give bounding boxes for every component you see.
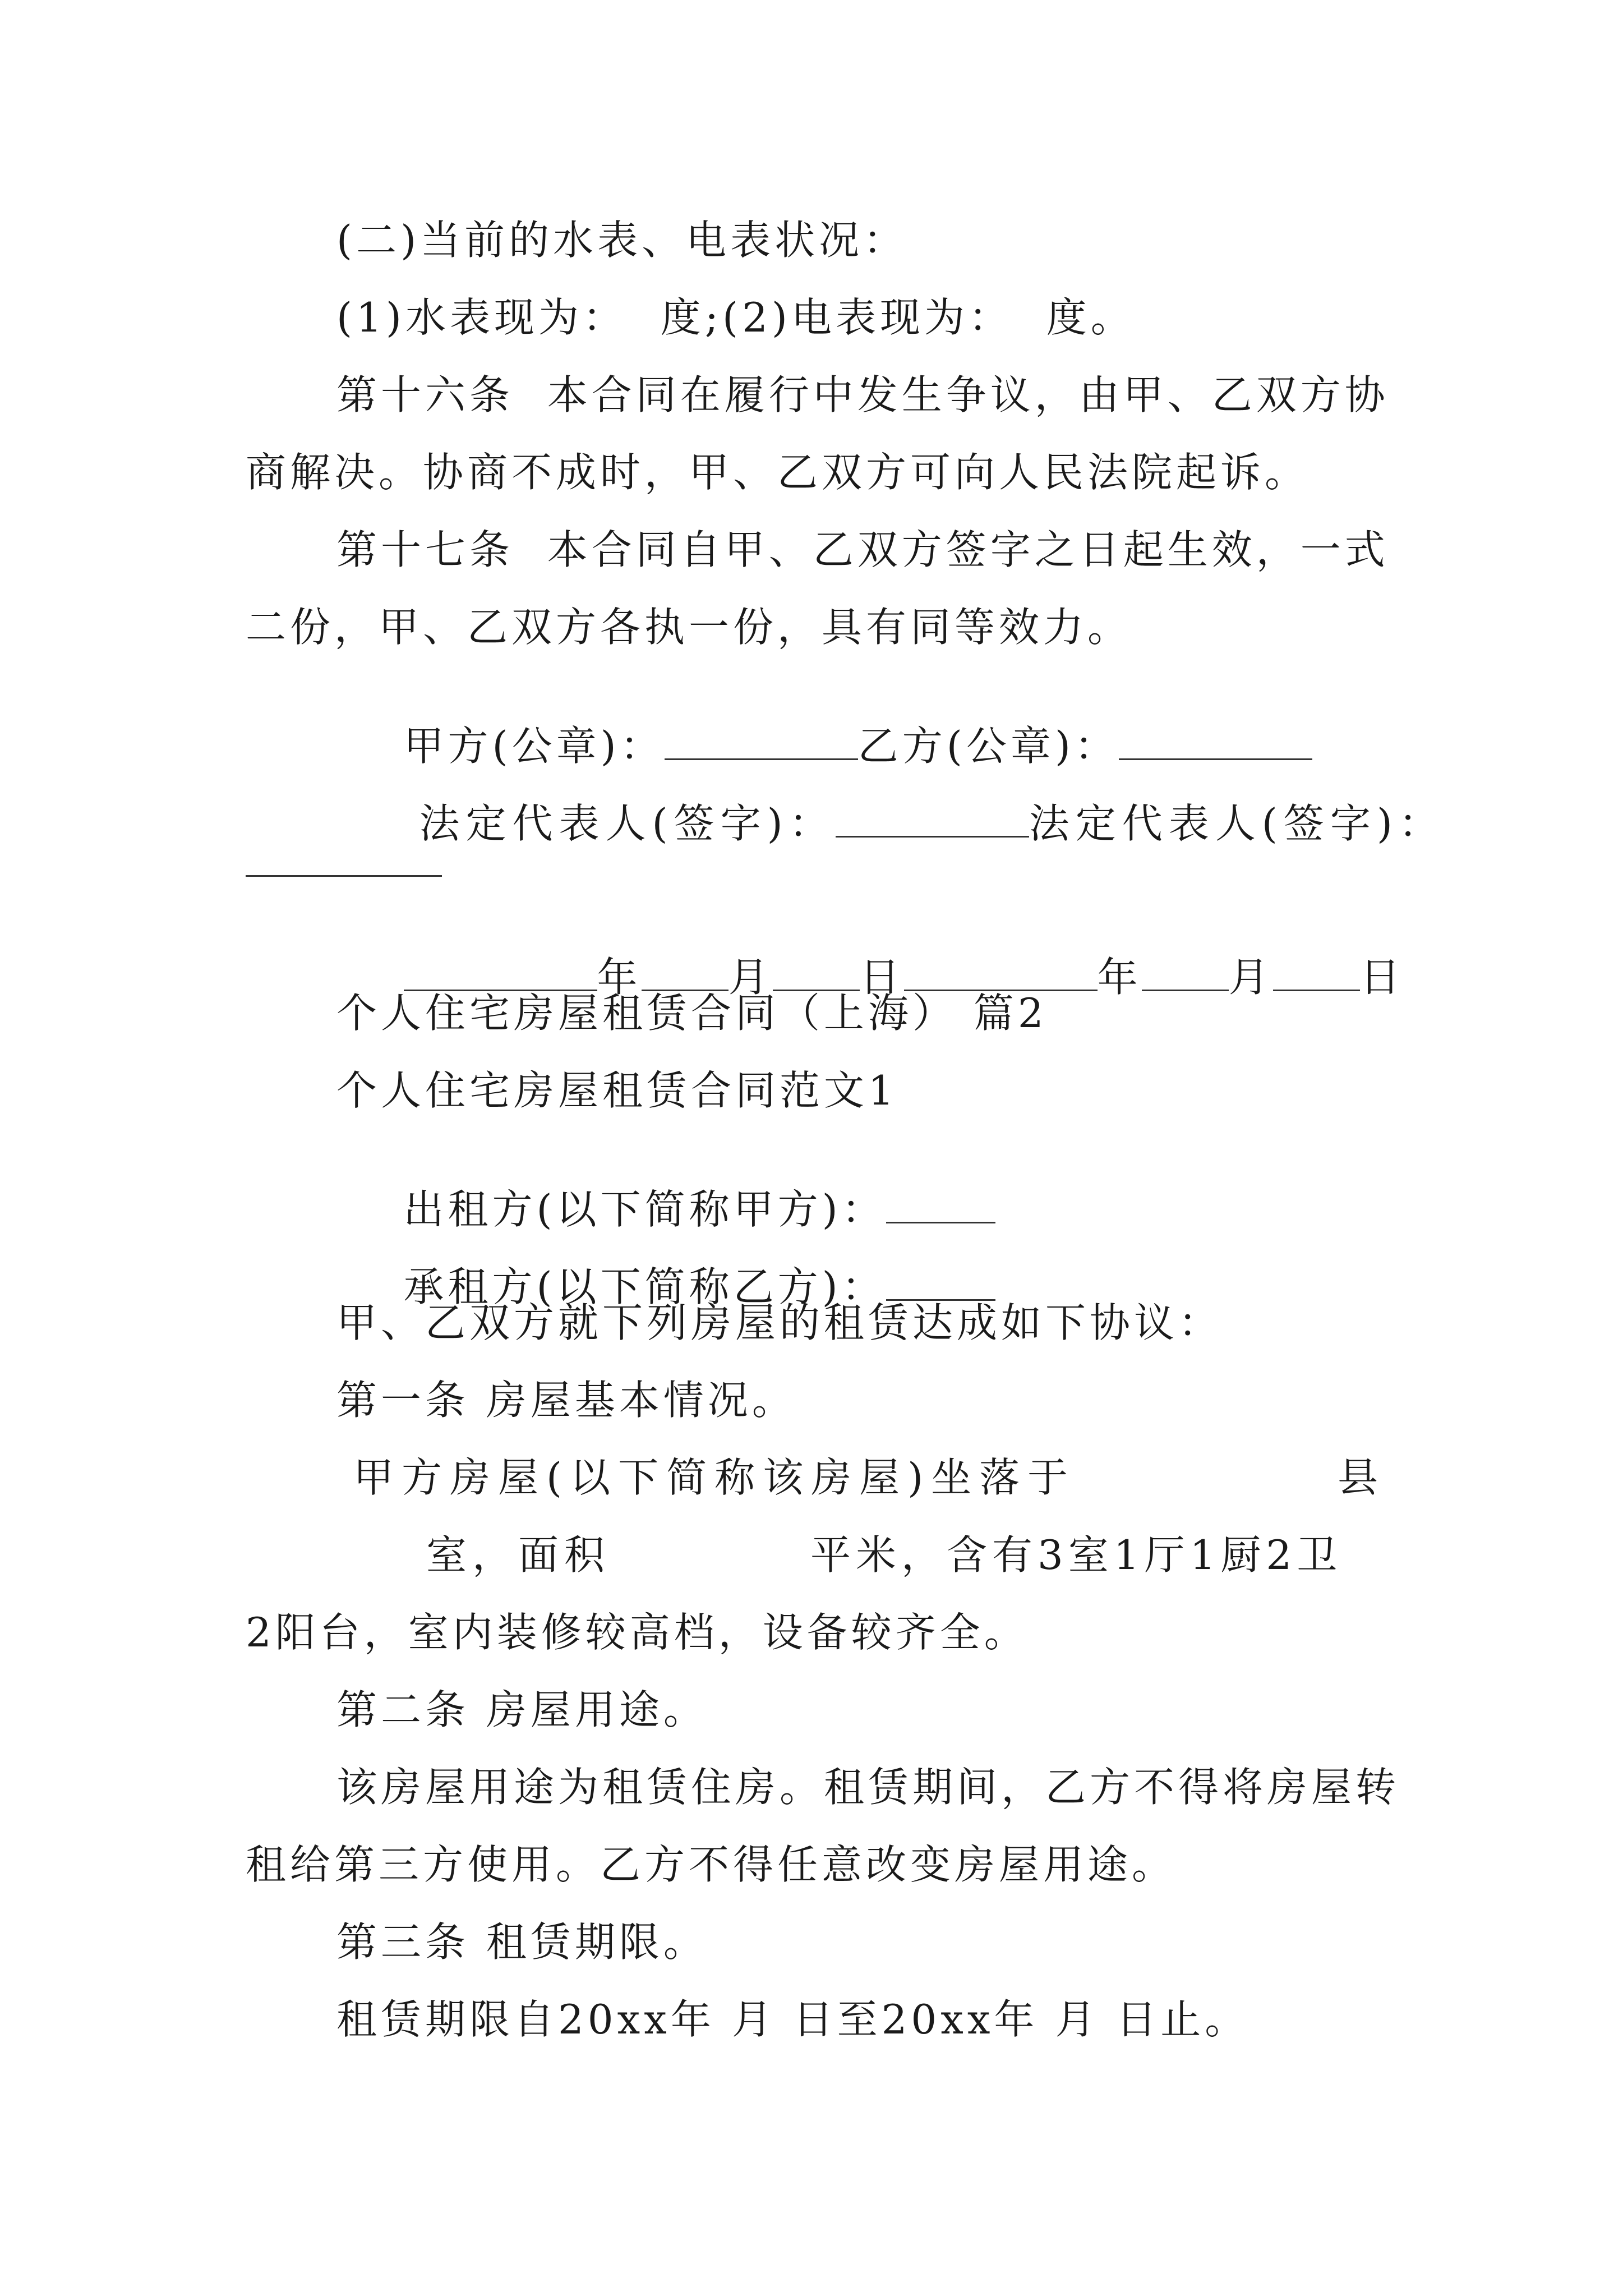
lessee-blank — [886, 1266, 995, 1301]
party-b-seal-label: 乙方(公章)： — [857, 723, 1119, 770]
article-3-heading: 第三条 租赁期限。 — [336, 1918, 708, 1966]
house-area-b: 平米，含有3室1厅1厨2卫 — [810, 1531, 1343, 1579]
date-a-day-blank — [773, 956, 860, 991]
party-a-seal-label: 甲方(公章)： — [403, 723, 665, 770]
date-a-year-blank — [404, 956, 597, 991]
date-b-month-blank — [1142, 956, 1229, 991]
meter-status-heading: (二)当前的水表、电表状况： — [336, 217, 908, 264]
party-b-seal-blank — [1119, 725, 1312, 760]
article-17-line-1: 第十七条 本合同自甲、乙双方签字之日起生效，一式 — [336, 526, 1389, 573]
article-17-line-2: 二份，甲、乙双方各执一份，具有同等效力。 — [246, 604, 1132, 651]
date-b-month: 月 — [1228, 954, 1273, 1001]
date-b-day: 日 — [1359, 954, 1404, 1001]
party-b-rep-blank — [246, 875, 442, 877]
party-a-seal-blank — [665, 725, 858, 760]
representative-row — [343, 762, 1445, 884]
article-3-line-1: 租赁期限自20xx年 月 日至20xx年 月 日止。 — [336, 1996, 1249, 2043]
lessor-blank — [886, 1188, 995, 1223]
date-b-year-blank — [904, 956, 1098, 991]
date-a-day: 日 — [859, 954, 904, 1001]
contract-subtitle: 个人住宅房屋租赁合同范文1 — [336, 1067, 898, 1114]
article-2-heading: 第二条 房屋用途。 — [336, 1686, 708, 1733]
article-16-line-2: 商解决。协商不成时，甲、乙双方可向人民法院起诉。 — [246, 449, 1310, 496]
date-a-month: 月 — [728, 954, 773, 1001]
date-a-year: 年 — [597, 954, 642, 1001]
article-2-line-1: 该房屋用途为租赁住房。租赁期间，乙方不得将房屋转 — [336, 1764, 1400, 1811]
meter-readings: (1)水表现为： 度;(2)电表现为： 度。 — [336, 294, 1135, 341]
house-location-a: 甲方房屋(以下简称该房屋)坐落于 — [353, 1454, 1076, 1501]
date-a-month-blank — [642, 956, 728, 991]
lessee-label: 承租方(以下简称乙方)： — [403, 1263, 886, 1310]
agreement-intro: 甲、乙双方就下列房屋的租赁达成如下协议： — [336, 1299, 1223, 1346]
contract-title: 个人住宅房屋租赁合同（上海） 篇2 — [336, 990, 1048, 1037]
party-a-rep-label: 法定代表人(签字)： — [419, 800, 836, 847]
lessor-label: 出租方(以下简称甲方)： — [403, 1186, 886, 1233]
article-16-line-1: 第十六条 本合同在履行中发生争议，由甲、乙双方协 — [336, 371, 1389, 418]
house-area-a: 室，面积 — [426, 1531, 611, 1579]
house-desc: 2阳台，室内装修较高档，设备较齐全。 — [246, 1609, 1029, 1656]
date-b-year: 年 — [1097, 954, 1142, 1001]
article-1-heading: 第一条 房屋基本情况。 — [336, 1377, 796, 1424]
house-location-b: 县 — [1338, 1454, 1382, 1501]
party-b-rep-label: 法定代表人(签字)： — [1029, 800, 1445, 847]
article-2-line-2: 租给第三方使用。乙方不得任意改变房屋用途。 — [246, 1841, 1177, 1888]
party-a-rep-blank — [836, 802, 1029, 838]
date-b-day-blank — [1273, 956, 1360, 991]
